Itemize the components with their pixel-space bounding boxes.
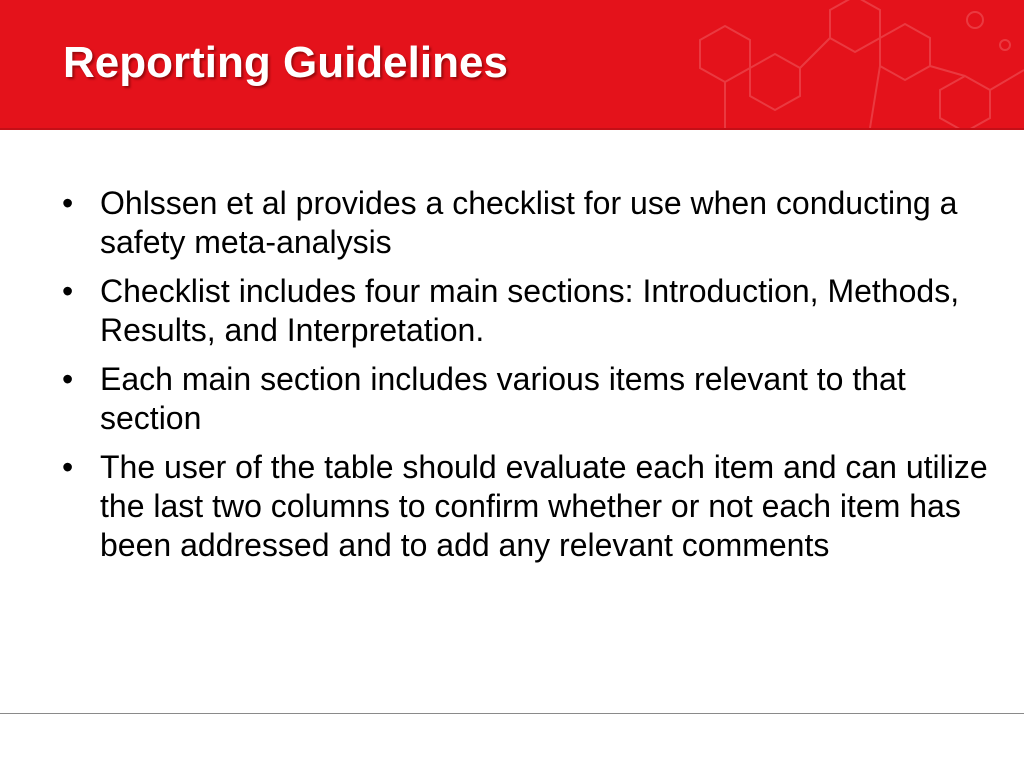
bullet-icon: • (62, 361, 74, 397)
bullet-item (60, 184, 1000, 262)
bullet-text: The user of the table should evaluate each item and can utilize the last two columns to confirm whether or not each item has been addressed and to add any relevant comments (100, 449, 988, 563)
bullet-text: Ohlssen et al provides a checklist for use when conducting a safety meta-analysis (100, 185, 958, 260)
bullet-text: Checklist includes four main sections: Introduction, Methods, Results, and Interpretation. (100, 273, 960, 348)
bullet-item (60, 360, 1000, 438)
bullet-item (60, 272, 1000, 350)
header-divider (0, 128, 1024, 130)
bullet-text: Each main section includes various items relevant to that section (100, 361, 906, 436)
bullet-icon: • (62, 273, 74, 309)
bullet-list (60, 184, 1000, 565)
bullet-icon: • (62, 449, 74, 485)
footer-divider (0, 713, 1024, 714)
title-banner (0, 0, 1024, 128)
slide-title: Reporting Guidelines (63, 38, 508, 87)
bullet-item (60, 448, 1000, 565)
bullet-content (60, 184, 1000, 575)
bullet-icon: • (62, 185, 74, 221)
